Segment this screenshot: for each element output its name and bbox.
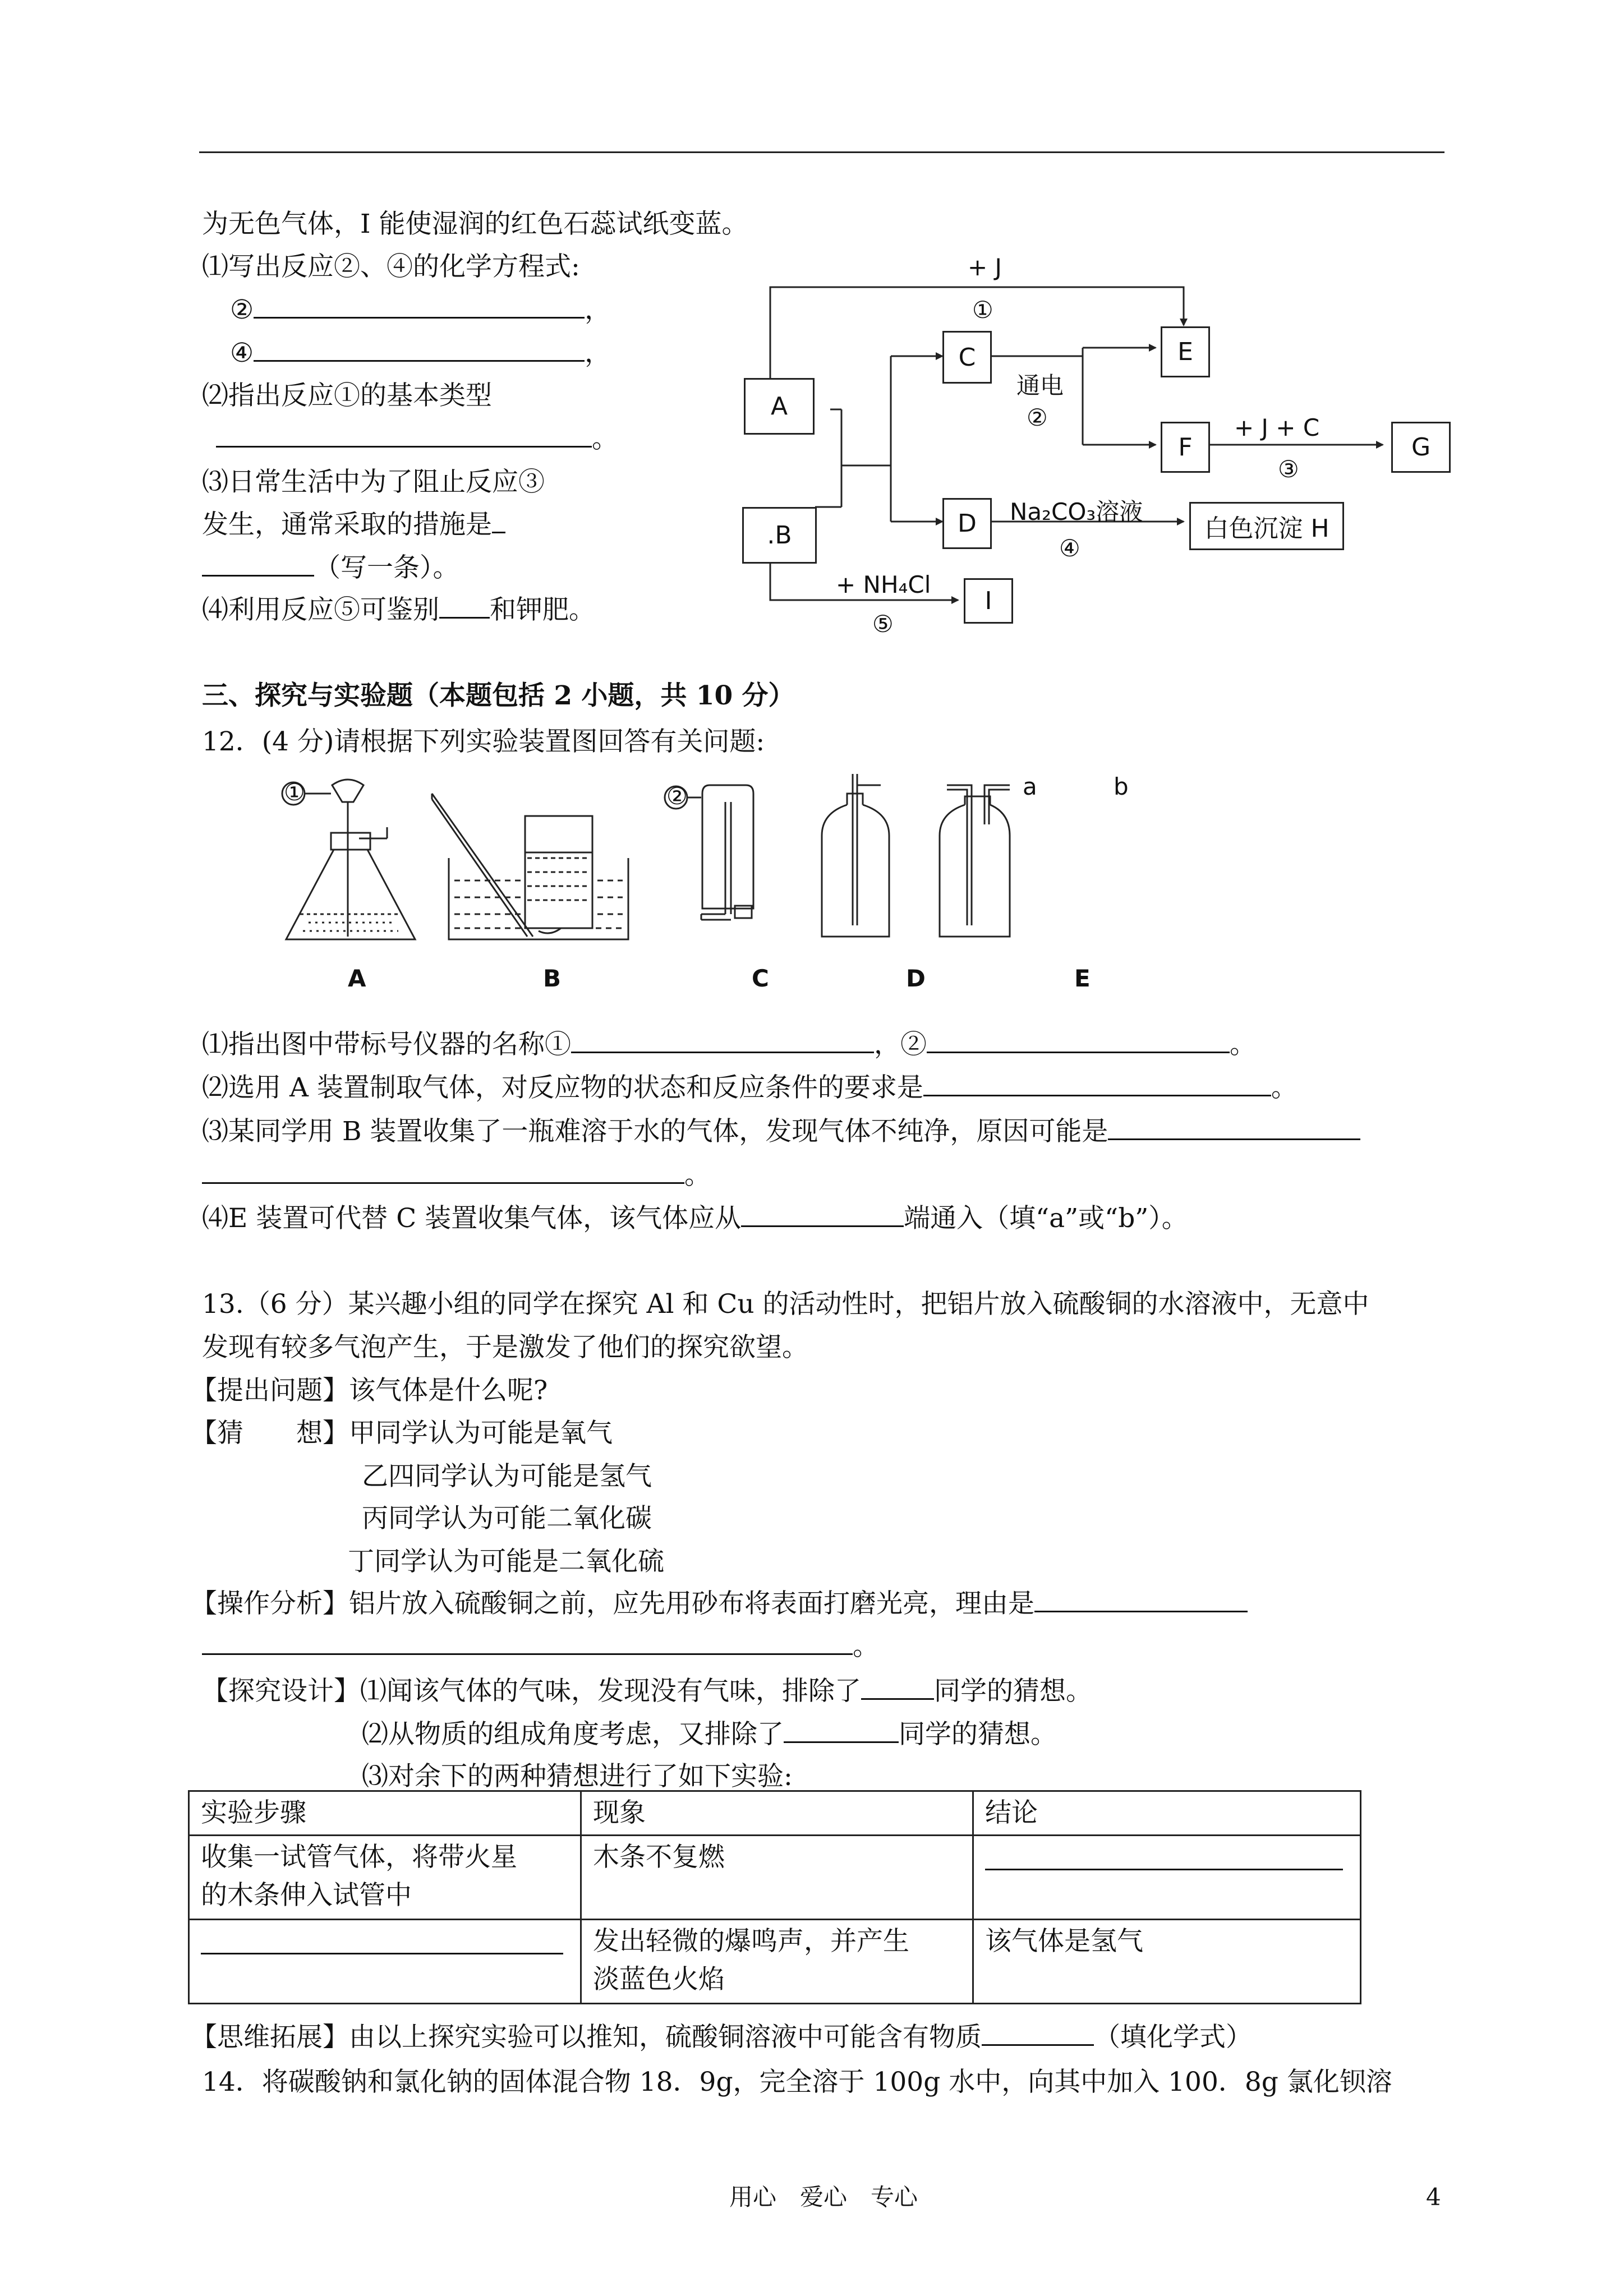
q13-extend-end: （填化学式） [1094, 2022, 1252, 2053]
q12-part4-text: ⑷E 装置可代替 C 装置收集气体，该气体应从 [202, 1203, 742, 1234]
q11-part3-line1: ⑶日常生活中为了阻止反应③ [202, 467, 545, 497]
label-plus-j-c: + J + C [1234, 414, 1320, 441]
q11-part3-line2 [202, 509, 505, 541]
q13-design-3: ⑶对余下的两种猜想进行了如下实验: [362, 1761, 793, 1792]
q11-part3-tail: （写一条）。 [314, 552, 459, 583]
header-rule [199, 151, 1444, 153]
q13-line2: 发现有较多气泡产生，于是激发了他们的探究欲望。 [202, 1332, 808, 1363]
q11-answer-blank[interactable] [439, 594, 490, 619]
q11-part4-text: ⑷利用反应⑤可鉴别 [202, 594, 439, 625]
label-apparatus-a: A [348, 965, 366, 992]
box-a: A [744, 378, 815, 435]
q13-operation [191, 1588, 1248, 1620]
q13-answer-blank[interactable] [202, 1631, 853, 1655]
q12-answer-blank[interactable] [571, 1029, 874, 1053]
q13-design-2-text: ⑵从物质的组成角度考虑，又排除了 [362, 1719, 784, 1750]
q11-part3-line3 [202, 552, 459, 584]
box-b: .B [742, 507, 817, 564]
apparatus-d-bottle [822, 774, 889, 937]
q11-part3-text: 发生，通常采取的措施是 [202, 509, 492, 540]
q13-design-2-end: 同学的猜想。 [899, 1719, 1057, 1750]
q12-part1 [202, 1029, 1256, 1061]
table-header: 现象 [581, 1791, 973, 1836]
q11-answer-blank[interactable] [492, 509, 505, 533]
q13-design-2 [362, 1719, 1057, 1750]
q12-part3-text: ⑶某同学用 B 装置收集了一瓶难溶于水的气体，发现气体不纯净，原因可能是 [202, 1116, 1108, 1147]
q12-part3 [202, 1116, 1360, 1147]
box-f: F [1161, 422, 1210, 473]
label-reaction-2: ② [1027, 404, 1048, 431]
q13-operation-cont [202, 1631, 879, 1662]
q11-part1: ⑴写出反应②、④的化学方程式: [202, 251, 580, 282]
box-h: 白色沉淀 H [1189, 502, 1344, 550]
box-e: E [1161, 326, 1210, 377]
experiment-table [188, 1790, 1361, 2004]
label-port-a: a [1023, 773, 1037, 800]
q11-answer-blank[interactable] [216, 423, 592, 448]
q13-guess-2: 乙四同学认为可能是氢气 [362, 1461, 652, 1492]
q11-period: 。 [592, 423, 618, 454]
q12-part3-cont [202, 1160, 711, 1191]
q11-part1-a [230, 294, 611, 326]
table-cell [189, 1836, 581, 1920]
q12-answer-blank[interactable] [1108, 1116, 1360, 1140]
q11-part4 [202, 594, 595, 626]
page-number: 4 [1426, 2183, 1441, 2211]
q11-part1-b-label: ④ [230, 338, 254, 368]
label-apparatus-c: C [752, 965, 769, 992]
label-electrolysis: 通电 [1016, 372, 1064, 399]
footer-center: 用心 爱心 专心 [729, 2183, 918, 2211]
q13-line1: 13.（6 分）某兴趣小组的同学在探究 Al 和 Cu 的活动性时，把铝片放入硫酸铜的水溶液中，无意中 [202, 1289, 1369, 1320]
table-cell [973, 1836, 1361, 1920]
q13-answer-blank[interactable] [982, 2022, 1094, 2046]
q14-line1: 14．将碳酸钠和氯化钠的固体混合物 18．9g，完全溶于 100g 水中，向其中加入 100．8g 氯化钡溶 [202, 2067, 1392, 2097]
cell-text: 收集一试管气体，将带火星 [201, 1842, 517, 1873]
box-d: D [942, 498, 992, 549]
q12-answer-blank[interactable] [923, 1072, 1271, 1096]
section-3-heading: 三、探究与实验题（本题包括 2 小题，共 10 分） [202, 680, 795, 711]
table-header: 结论 [973, 1791, 1361, 1836]
q12-part3-end: 。 [684, 1160, 711, 1191]
q12-answer-blank[interactable] [927, 1029, 1230, 1053]
apparatus-e-bottle [940, 785, 1010, 937]
q12-part1-mid: ，② [874, 1029, 927, 1060]
cell-text: 的木条伸入试管中 [201, 1880, 412, 1911]
q13-guess-1: 甲同学认为可能是氧气 [349, 1418, 613, 1449]
cell-text: 发出轻微的爆鸣声，并产生 [593, 1926, 910, 1957]
conclusion-blank[interactable] [985, 1842, 1343, 1870]
q13-answer-blank[interactable] [784, 1719, 899, 1743]
q12-part2-end: 。 [1271, 1072, 1298, 1103]
q13-guess-label: 【猜 想】 [191, 1418, 349, 1449]
apparatus-b-trough [432, 794, 628, 939]
table-row [189, 1920, 1361, 2004]
label-reaction-4: ④ [1059, 534, 1080, 562]
label-port-b: b [1114, 773, 1129, 800]
q13-question: 【提出问题】该气体是什么呢? [191, 1375, 548, 1406]
q13-guess-4: 丁同学认为可能是二氧化硫 [348, 1546, 664, 1577]
cell-text: 淡蓝色火焰 [593, 1964, 725, 1995]
q12-part1-text: ⑴指出图中带标号仪器的名称① [202, 1029, 571, 1060]
q12-part4-end: 端通入（填“a”或“b”）。 [904, 1203, 1188, 1234]
label-apparatus-e: E [1074, 965, 1091, 992]
mark-2: ② [666, 782, 688, 810]
table-cell: 木条不复燃 [581, 1836, 973, 1920]
q11-part1-b [230, 338, 611, 369]
q11-intro: 为无色气体，I 能使湿润的红色石蕊试纸变蓝。 [202, 209, 748, 239]
q13-extend [191, 2022, 1252, 2053]
label-nh4cl: + NH₄Cl [836, 571, 931, 598]
table-cell [189, 1920, 581, 2004]
q13-design-1 [202, 1676, 1092, 1707]
q13-design-1-end: 同学的猜想。 [934, 1676, 1092, 1707]
q12-part1-end: 。 [1230, 1029, 1256, 1060]
q12-answer-blank[interactable] [202, 1160, 684, 1184]
q12-answer-blank[interactable] [741, 1203, 904, 1227]
q11-part4-tail: 和钾肥。 [490, 594, 595, 625]
q11-answer-blank[interactable] [202, 552, 314, 577]
q12-part2 [202, 1072, 1298, 1104]
q13-extend-text: 【思维拓展】由以上探究实验可以推知，硫酸铜溶液中可能含有物质 [191, 2022, 982, 2053]
q11-part2-answer [216, 423, 618, 455]
label-reaction-1: ① [972, 296, 993, 324]
box-c: C [942, 331, 992, 384]
table-header: 实验步骤 [189, 1791, 581, 1836]
box-i: I [964, 578, 1013, 624]
label-reaction-3: ③ [1278, 455, 1299, 483]
table-cell [581, 1920, 973, 2004]
q11-part2: ⑵指出反应①的基本类型 [202, 380, 492, 411]
label-reaction-5: ⑤ [872, 610, 894, 638]
mark-1: ① [284, 778, 305, 806]
q11-answer-blank[interactable] [254, 294, 585, 319]
label-apparatus-b: B [543, 965, 562, 992]
q12-part4 [202, 1203, 1188, 1234]
label-plus-j: + J [968, 253, 1002, 281]
q13-guess [191, 1418, 613, 1449]
q13-operation-text: 【操作分析】铝片放入硫酸铜之前，应先用砂布将表面打磨光亮，理由是 [191, 1588, 1034, 1619]
box-g: G [1391, 422, 1451, 473]
table-row [189, 1836, 1361, 1920]
q13-operation-end: 。 [853, 1631, 879, 1662]
q11-answer-blank[interactable] [254, 338, 585, 362]
q11-comma: ， [585, 338, 611, 368]
q13-answer-blank[interactable] [1034, 1588, 1248, 1612]
q11-part1-a-label: ② [230, 294, 254, 325]
q12-stem: 12．(4 分)请根据下列实验装置图回答有关问题: [202, 726, 765, 757]
table-header-row [189, 1791, 1361, 1836]
q11-comma: ， [585, 294, 611, 325]
table-cell: 该气体是氢气 [973, 1920, 1361, 2004]
q13-answer-blank[interactable] [861, 1676, 934, 1700]
apparatus-figure [264, 768, 1139, 1004]
label-apparatus-d: D [906, 965, 926, 992]
q13-guess-3: 丙同学认为可能二氧化碳 [362, 1503, 652, 1534]
q13-design-1-text: 【探究设计】⑴闻该气体的气味，发现没有气味，排除了 [202, 1676, 861, 1707]
label-na2co3: Na₂CO₃溶液 [1010, 498, 1143, 525]
q12-part2-text: ⑵选用 A 装置制取气体，对反应物的状态和反应条件的要求是 [202, 1072, 923, 1103]
step-blank[interactable] [201, 1926, 563, 1954]
